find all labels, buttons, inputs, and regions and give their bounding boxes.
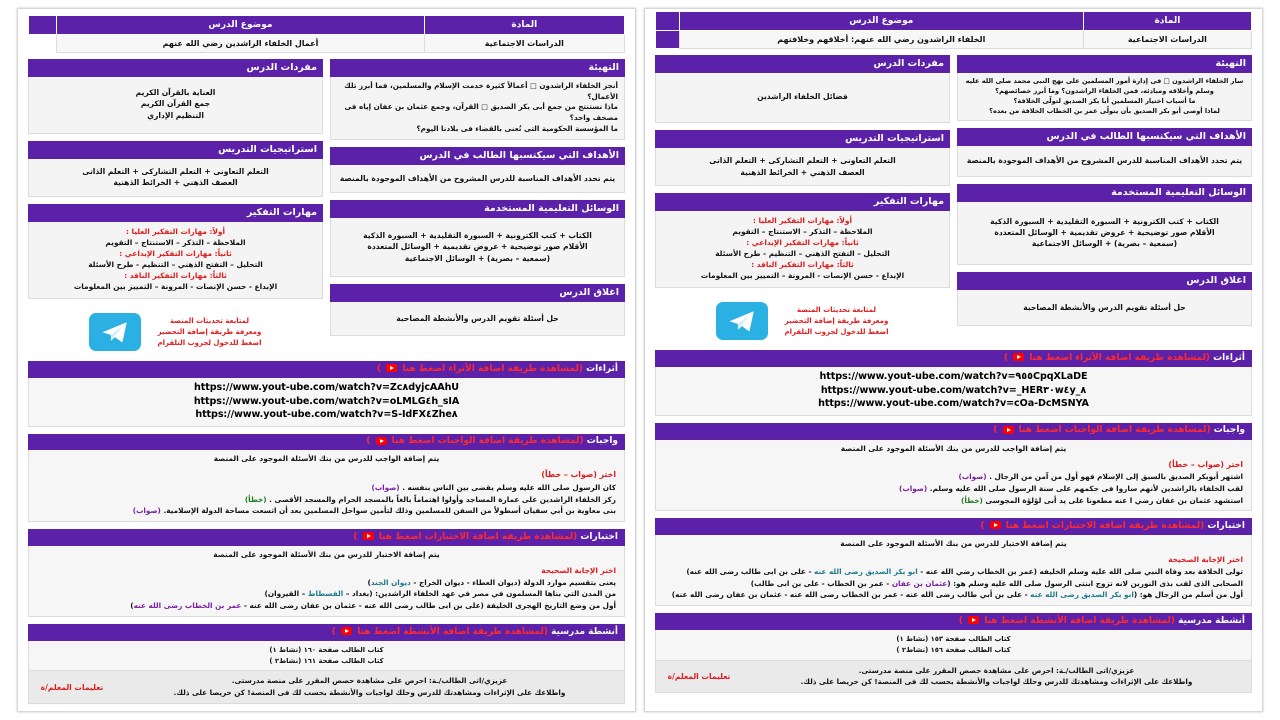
exam-item-post: - عمر بن الخطاب - على بن ابى طالب) <box>750 578 892 588</box>
telegram-promo-text <box>157 316 261 349</box>
teacher-instructions-text <box>742 661 1251 692</box>
homework-item-answer: (صواب) <box>958 471 987 481</box>
teacher-note-line: واطلاعك على الإثراءات ومشاهدتك للدرس وحلك لواجبات والأنشطة بحسب لك فى المنصة! كن حريصا على ذلك. <box>800 677 1193 687</box>
meta-topic-value: الخلفاء الراشدون رضي الله عنهم: أخلاقهم وخلافتهم <box>679 31 1083 49</box>
homework-item <box>664 483 1243 495</box>
section-activities-banner[interactable] <box>28 624 625 641</box>
aid-line: الأقلام صور توضيحية + عروض تقديمية + الوسائل المتعددة <box>994 227 1215 237</box>
meta-blank-value <box>29 35 57 53</box>
section-thinking-skills <box>655 193 950 289</box>
teacher-instructions-text <box>115 671 624 702</box>
section-exams-banner[interactable] <box>28 529 625 546</box>
homework-item-answer: (صواب) <box>899 483 928 493</box>
activities-banner-main: أنشطة مدرسية <box>1178 615 1245 626</box>
activities-banner-paren: (لمشاهدة طريقة اضافة الأنشطة اضغط هنا <box>357 626 548 637</box>
section-objectives <box>330 147 625 193</box>
section-exams <box>28 529 625 617</box>
activities-banner-close: ) <box>331 626 336 637</box>
homework-item-text: اشتهر أبوبكر الصديق بالسبق إلى الإسلام فهو أول من آمن من الرجال . <box>989 471 1243 481</box>
telegram-icon[interactable] <box>89 313 141 351</box>
section-teaching-aids <box>330 200 625 277</box>
homework-banner-close: ) <box>366 436 371 447</box>
exam-item-pre: من المدن التي بناها المسلمون في مصر في عهد الخلفاء الراشدين: (بغداد – <box>343 589 616 599</box>
enrichment-banner-close: ) <box>1003 352 1009 363</box>
thinking-group-label: أولاً: مهارات التفكير العليا : <box>752 215 853 225</box>
enrichment-banner-main: أثراءات <box>586 363 618 374</box>
homework-item <box>37 505 616 517</box>
section-warmup-body <box>957 73 1252 122</box>
thinking-group-label: ثالثاً: مهارات التفكير الناقد : <box>124 271 227 281</box>
thinking-group-label: ثالثاً: مهارات التفكير الناقد : <box>751 260 854 270</box>
strategy-line: التعلم التعاونى + التعلم التشاركى + التعلم الذاتى <box>709 156 896 166</box>
exam-item-pre: تولى الخلافة بعد وفاة النبي صلى الله عليه وسلم الخليفه (عمر بن الخطاب رضي الله عنه - <box>917 566 1243 576</box>
exams-banner-paren: (لمشاهدة طريقة اضافة الاختبارات اضغط هنا <box>1005 520 1205 531</box>
section-exams <box>655 518 1252 606</box>
warmup-line: ما المؤسسة الحكومية التى تُعنى بالقضاء فى بلادنا اليوم؟ <box>416 124 618 134</box>
exam-item <box>37 600 616 612</box>
exams-banner-main: اختبارات <box>580 531 618 542</box>
exams-prompt: اختر الإجابة الصحيحة <box>541 565 616 575</box>
enrichment-banner-close: ) <box>376 363 382 374</box>
homework-prompt: اختر (صواب – خطأ) <box>1168 459 1243 469</box>
telegram-icon[interactable] <box>716 302 768 340</box>
section-enrichment-banner[interactable] <box>28 361 625 378</box>
youtube-icon <box>341 627 352 635</box>
section-thinking-skills <box>28 204 323 300</box>
section-vocabulary <box>655 55 950 123</box>
exam-item-pre: يعنى بتقسيم موارد الدولة (ديوان العطاء - ديوان الخراج - <box>410 577 616 587</box>
exams-banner-main: اختبارات <box>1207 520 1245 531</box>
meta-topic-header: موضوع الدرس <box>57 16 424 35</box>
activities-banner-paren: (لمشاهدة طريقة اضافة الأنشطة اضغط هنا <box>984 615 1175 626</box>
enrichment-url[interactable]: https://www.yout-ube.com/watch?v=_HER٣٠w٤y_٨ <box>820 384 1087 396</box>
homework-item-answer: (خطأ) <box>244 494 267 504</box>
promo-line: لمتابعة تحديثات المنصة <box>169 316 250 325</box>
section-objectives <box>957 128 1252 176</box>
exams-banner-close: ) <box>980 520 985 531</box>
exams-body <box>28 546 625 617</box>
exam-item <box>664 566 1243 578</box>
section-vocabulary-body <box>28 77 323 134</box>
exam-item-answer: عثمان بن عفان <box>891 578 948 588</box>
teacher-note-line: واطلاعك على الإثراءات ومشاهدتك للدرس وحلك لواجبات والأنشطة بحسب لك فى المنصة! كن حريصا على ذلك. <box>173 688 566 698</box>
exam-item-post: - على بن أبي طالب رضى الله عنه - عمر بن الخطاب رضى الله عنه - عثمان بن عفان رضى الله عنه) <box>671 590 1031 600</box>
section-teaching-aids <box>957 184 1252 265</box>
page-left-meta-table <box>655 11 1252 49</box>
youtube-icon <box>990 521 1001 529</box>
exams-body <box>655 535 1252 606</box>
section-vocabulary-title: مفردات الدرس <box>655 55 950 73</box>
page-left-column-main <box>957 55 1252 326</box>
section-closure-body: حل أسئلة تقويم الدرس والأنشطة المصاحبة <box>330 302 625 336</box>
teacher-instructions-label: تعليمات المعلم/ة <box>667 671 731 681</box>
youtube-icon <box>376 437 387 445</box>
homework-item-text: استشهد عثمان بن عفان رضي ا عنه مطعونا على يد أبى لؤلؤة المجوسى <box>985 495 1243 505</box>
aid-line: (سمعية – بصرية) + الوسائل الاجتماعية <box>1031 239 1178 249</box>
section-exams-banner[interactable] <box>655 518 1252 535</box>
section-strategies <box>655 130 950 186</box>
exam-item-pre: أول من أسلم من الرجال هو: ( <box>1133 590 1243 600</box>
exam-item-answer: ديوان الجند <box>370 577 411 587</box>
enrichment-links <box>28 378 625 427</box>
teacher-instructions-label: تعليمات المعلم/ة <box>40 682 104 692</box>
section-vocabulary-title: مفردات الدرس <box>28 59 323 77</box>
section-homework-banner[interactable] <box>28 434 625 451</box>
thinking-group-value: التحليل – التفتح الذهني – التنظيم - طرح الأسئلة <box>88 259 263 269</box>
exam-item <box>664 578 1243 590</box>
thinking-group-value: الملاحظة – التذكر – الاستنتاج – التقويم <box>732 226 873 236</box>
section-thinking-skills-title: مهارات التفكير <box>28 204 323 222</box>
page-left-columns <box>655 55 1252 348</box>
section-activities <box>28 624 625 704</box>
thinking-group-label: ثانياً: مهارات التفكير الإبداعي : <box>119 248 232 258</box>
strategy-line: العصف الذهني + الخرائط الذهنية <box>740 167 865 177</box>
homework-banner-close: ) <box>993 425 998 436</box>
warmup-line: أنجز الخلفاء الراشدون □ أعمالاً كثيرة خدمت الإسلام والمسلمين، فما أبرز تلك الأعمال؟ <box>344 80 618 101</box>
youtube-icon <box>1003 426 1014 434</box>
section-warmup <box>330 59 625 140</box>
activity-line: كتاب الطالب صفحة ١٥٣ (نشاط ١) <box>896 634 1011 643</box>
exam-item-pre: أول من وضع التاريخ الهجرى الخليفة (على بن ابى طالب رضى الله عنه - عثمان بن عفان رضى الله عنه - <box>241 601 616 611</box>
section-enrichment <box>28 361 625 427</box>
activity-line: كتاب الطالب صفحة ١٦٠ (نشاط ١) <box>269 645 384 654</box>
section-warmup-body <box>330 77 625 140</box>
enrichment-links <box>655 367 1252 416</box>
strategy-line: التعلم التعاونى + التعلم التشاركى + التعلم الذاتى <box>82 166 269 176</box>
aid-line: الكتاب + كتب الكترونية + السبورة التقليدية + السبورة الذكية <box>363 231 592 240</box>
homework-body <box>28 450 625 522</box>
promo-line: اضغط للدخول لجروب التلقرام <box>157 338 262 347</box>
section-strategies <box>28 141 323 197</box>
exams-banner-paren: (لمشاهدة طريقة اضافة الاختبارات اضغط هنا <box>378 531 578 542</box>
meta-blank-header <box>29 16 57 35</box>
section-objectives-title: الأهداف التي سيكتسبها الطالب في الدرس <box>330 147 625 165</box>
exam-item-answer: ابو بكر الصديق رضى الله عنه <box>814 566 918 576</box>
homework-item <box>664 471 1243 483</box>
activities-body <box>28 641 625 672</box>
exam-item-pre: الصحابى الذى لقب بذى النورين لانه تزوج ابنتى الرسول صلى الله عليه وسلم هو: ( <box>947 578 1243 588</box>
homework-intro: يتم إضافة الواجب للدرس من بنك الأسئلة الموجود على المنصة <box>840 443 1067 453</box>
section-enrichment <box>655 350 1252 416</box>
page-right-columns <box>28 59 625 359</box>
activities-body <box>655 630 1252 661</box>
page-right-column-main <box>330 59 625 336</box>
vocabulary-item: التنظيم الإداري <box>147 110 204 120</box>
enrichment-url[interactable]: https://www.yout-ube.com/watch?v=cOa-DcMSNYA <box>818 398 1089 410</box>
thinking-group-value: التحليل – التفتح الذهني – التنظيم - طرح الأسئلة <box>715 249 890 259</box>
lesson-plan-page-left <box>644 8 1263 712</box>
section-activities <box>655 613 1252 693</box>
aid-line: الكتاب + كتب الكترونية + السبورة التقليدية + السبورة الذكية <box>990 216 1219 226</box>
homework-item-answer: (صواب) <box>371 482 400 492</box>
meta-blank-header <box>656 12 680 31</box>
exam-item <box>37 588 616 600</box>
section-warmup-title: التهيئة <box>330 59 625 77</box>
warmup-line: سار الخلفاء الراشدون □ فى إدارة أمور المسلمين على نهج النبى محمد صلى الله عليه وسلم وأخلاقه ومبادئه، فمن الخلفاء الراشدون؟ وما أبرز خصائصهم؟ <box>965 76 1244 95</box>
exams-intro: يتم إضافة الاختبار للدرس من بنك الأسئلة الموجود على المنصة <box>840 539 1067 549</box>
homework-intro: يتم إضافة الواجب للدرس من بنك الأسئلة الموجود على المنصة <box>213 454 440 464</box>
vocabulary-item: العناية بالقرآن الكريم <box>135 87 216 97</box>
exam-item-post: – القيروان) <box>264 589 308 599</box>
section-closure <box>957 272 1252 326</box>
section-homework <box>655 423 1252 511</box>
homework-item-answer: (خطأ) <box>961 495 983 505</box>
homework-item <box>37 494 616 506</box>
enrichment-url[interactable]: https://www.yout-ube.com/watch?v=S-IdFX٤Zhe٨ <box>195 409 458 421</box>
promo-line: اضغط للدخول لجروب التلقرام <box>784 327 889 336</box>
section-teaching-aids-body <box>957 202 1252 265</box>
warmup-line: لماذا أوصى أبو بكر الصديق بأن يتولّى عمر بن الخطاب الخلافة من بعده؟ <box>989 106 1220 115</box>
aid-line: (سمعية – بصرية) + الوسائل الاجتماعية <box>404 253 551 263</box>
exam-item-post: ) <box>367 577 371 587</box>
enrichment-url[interactable]: https://www.yout-ube.com/watch?v=oLMLG٤h_sIA <box>193 395 460 407</box>
activity-line: كتاب الطالب صفحة ١٥٦ (نشاط٢ ) <box>896 645 1011 654</box>
homework-item <box>664 495 1243 507</box>
meta-blank-value <box>656 31 680 49</box>
exams-banner-close: ) <box>353 531 358 542</box>
promo-line: لمتابعة تحديثات المنصة <box>796 306 877 315</box>
lesson-plan-page-right <box>17 8 636 712</box>
section-closure-body: حل أسئلة تقويم الدرس والأنشطة المصاحبة <box>957 290 1252 326</box>
section-objectives-body: يتم تحدد الأهداف المناسبة للدرس المشروح من الأهداف الموجودة بالمنصة <box>957 146 1252 176</box>
activities-banner-main: أنشطة مدرسية <box>551 626 618 637</box>
section-closure-title: اغلاق الدرس <box>330 284 625 302</box>
strategy-line: العصف الذهني + الخرائط الذهنية <box>113 178 238 188</box>
enrichment-banner-paren: (لمشاهدة طريقة اضافة الأثراء اضغط هنا <box>402 363 583 374</box>
homework-item-answer: (صواب) <box>132 506 161 516</box>
exam-item <box>664 589 1243 601</box>
meta-subject-value: الدراسات الاجتماعية <box>424 35 624 53</box>
telegram-promo[interactable] <box>655 295 950 348</box>
activity-line: كتاب الطالب صفحة ١٦١ (نشاط٢ ) <box>269 656 384 665</box>
section-objectives-title: الأهداف التي سيكتسبها الطالب في الدرس <box>957 128 1252 146</box>
exam-item-answer: الفسطاط <box>307 589 344 599</box>
exams-prompt: اختر الإجابة الصحيحة <box>1168 554 1243 564</box>
warmup-line: ماذا نستنتج من جمع أبى بكر الصديق □ القرآن، وجمع عثمان بن عفان إياه فى مصحف واحد؟ <box>344 102 618 123</box>
telegram-promo[interactable] <box>28 306 323 359</box>
homework-prompt: اختر (صواب – خطأ) <box>541 470 616 480</box>
exam-item <box>37 577 616 589</box>
youtube-icon <box>363 532 374 540</box>
page-left-column-side <box>655 55 950 348</box>
section-closure <box>330 284 625 336</box>
youtube-icon <box>386 364 397 372</box>
section-thinking-skills-body <box>655 211 950 289</box>
thinking-group-value: الإبداع - حسن الإنصات - المرونة – التمييز بين المعلومات <box>700 271 905 281</box>
meta-subject-value: الدراسات الاجتماعية <box>1083 31 1251 49</box>
thinking-group-value: الملاحظة – التذكر – الاستنتاج – التقويم <box>105 237 246 247</box>
section-teaching-aids-title: الوسائل التعليمية المستخدمة <box>957 184 1252 202</box>
homework-body <box>655 440 1252 512</box>
section-warmup-title: التهيئة <box>957 55 1252 73</box>
aid-line: الأقلام صور توضيحية + عروض تقديمية + الوسائل المتعددة <box>367 242 588 252</box>
page-right-column-side <box>28 59 323 359</box>
enrichment-banner-main: أثراءات <box>1213 352 1245 363</box>
homework-banner-paren: (لمشاهدة طريقة اضافة الواجبات اضغط هنا <box>391 436 584 447</box>
section-activities-banner[interactable] <box>655 613 1252 630</box>
meta-topic-value: أعمال الخلفاء الراشدين رضي الله عنهم <box>57 35 424 53</box>
promo-line: ومعرفة طريقة إضافة التحضير <box>784 317 889 326</box>
page-right-meta-table <box>28 15 625 53</box>
section-vocabulary <box>28 59 323 134</box>
thinking-group-label: ثانياً: مهارات التفكير الإبداعي : <box>746 238 859 248</box>
teacher-instructions <box>655 661 1252 693</box>
meta-topic-header: موضوع الدرس <box>679 12 1083 31</box>
activities-banner-close: ) <box>958 615 963 626</box>
section-teaching-aids-title: الوسائل التعليمية المستخدمة <box>330 200 625 218</box>
youtube-icon <box>968 616 979 624</box>
vocabulary-item: جمع القرآن الكريم <box>140 99 211 109</box>
section-closure-title: اغلاق الدرس <box>957 272 1252 290</box>
section-strategies-title: استراتيجيات التدريس <box>655 130 950 148</box>
exam-item-post: - على بن ابى طالب رضى الله عنه) <box>686 566 815 576</box>
teacher-instructions <box>28 671 625 703</box>
exam-item-post: ) <box>130 601 134 611</box>
enrichment-banner-paren: (لمشاهدة طريقة اضافة الأثراء اضغط هنا <box>1029 352 1210 363</box>
section-homework-banner[interactable] <box>655 423 1252 440</box>
promo-line: ومعرفة طريقة إضافة التحضير <box>157 327 262 336</box>
section-strategies-body <box>28 159 323 197</box>
meta-subject-header: المادة <box>424 16 624 35</box>
section-thinking-skills-body <box>28 222 323 300</box>
section-thinking-skills-title: مهارات التفكير <box>655 193 950 211</box>
enrichment-url[interactable]: https://www.yout-ube.com/watch?v=Zc٨dyjcAAhU <box>194 381 459 393</box>
warmup-line: ما أسباب اختيار المسلمين أبا بكر الصديق لتولّى الخلافة؟ <box>1013 96 1196 105</box>
section-homework <box>28 434 625 522</box>
telegram-promo-text <box>784 305 888 338</box>
homework-item-text: بنى معاوية بن أبي سفيان أسطولاً من السفن للمسلمين وذلك لتأمين سواحل المسلمين بعد أن اتسعت مساحة الدولة الإسلامية. <box>163 506 616 516</box>
homework-item-text: كان الرسول صلى الله عليه وسلم يقضى بين الناس بنفسه . <box>402 482 616 492</box>
section-objectives-body: يتم تحدد الأهداف المناسبة للدرس المشروح من الأهداف الموجودة بالمنصة <box>330 165 625 193</box>
section-strategies-title: استراتيجيات التدريس <box>28 141 323 159</box>
teacher-note-line: عزيزي/اتى الطالب/ـة: احرص على مشاهدة حصص المقرر على منصة مدرستى. <box>231 676 508 686</box>
homework-banner-paren: (لمشاهدة طريقة اضافة الواجبات اضغط هنا <box>1018 425 1211 436</box>
section-warmup <box>957 55 1252 121</box>
section-teaching-aids-body <box>330 218 625 277</box>
homework-item-text: ركز الخلفاء الراشدين على عمارة المساجد وأولوا اهتماماً بالغاً بالمسجد الحرام والمسجد الأقصى . <box>269 494 616 504</box>
thinking-group-value: الإبداع - حسن الإنصات - المرونة – التمييز بين المعلومات <box>73 282 278 292</box>
section-strategies-body <box>655 148 950 186</box>
section-enrichment-banner[interactable] <box>655 350 1252 367</box>
homework-banner-main: واجبات <box>586 436 618 447</box>
teacher-note-line: عزيزي/اتى الطالب/ـة: احرص على مشاهدة حصص المقرر على منصة مدرستى. <box>858 665 1135 675</box>
exams-intro: يتم إضافة الاختبار للدرس من بنك الأسئلة الموجود على المنصة <box>213 549 440 559</box>
exam-item-answer: عمر بن الخطاب رضى الله عنه <box>133 601 242 611</box>
exam-item-answer: ابو بكر الصديق رضى الله عنه <box>1030 590 1134 600</box>
homework-item <box>37 482 616 494</box>
enrichment-url[interactable]: https://www.yout-ube.com/watch?v=٩٥٥CpqXLaDE <box>819 371 1088 383</box>
youtube-icon <box>1013 353 1024 361</box>
meta-subject-header: المادة <box>1083 12 1251 31</box>
homework-banner-main: واجبات <box>1213 425 1245 436</box>
homework-item-text: لقب الخلفاء بالراشدين لأنهم ساروا فى حكمهم على سنة الرسول صلى الله عليه وسلم. <box>929 483 1243 493</box>
vocabulary-item: فضائل الخلفاء الراشدين <box>757 91 848 101</box>
thinking-group-label: أولاً: مهارات التفكير العليا : <box>125 226 226 236</box>
section-vocabulary-body <box>655 73 950 123</box>
